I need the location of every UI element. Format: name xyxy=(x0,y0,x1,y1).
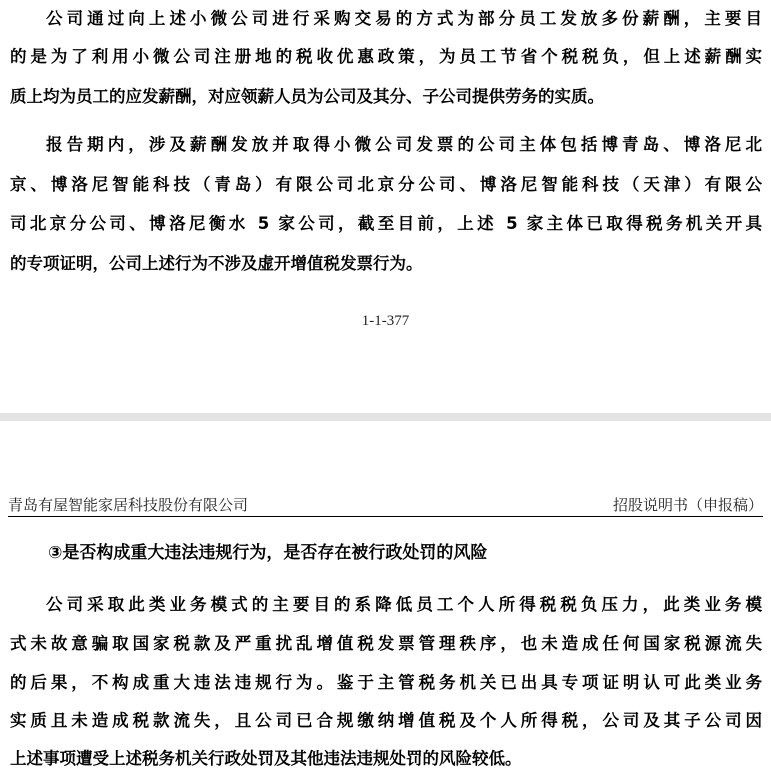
paragraph-2-line: 司北京分公司、博洛尼衡水 5 家公司，截至目前，上述 5 家主体已取得税务机关开具 xyxy=(10,214,762,233)
paragraph-1-line: 公司通过向上述小微公司进行采购交易的方式为部分员工发放多份薪酬，主要目 xyxy=(46,9,762,28)
paragraph-2-line: 报告期内，涉及薪酬发放并取得小微公司发票的公司主体包括博青岛、博洛尼北 xyxy=(46,135,762,154)
header-document-title: 招股说明书（申报稿） xyxy=(612,496,763,514)
page-separator xyxy=(0,413,771,421)
paragraph-2-line: 的专项证明，公司上述行为不涉及虚开增值税发票行为。 xyxy=(10,254,423,273)
paragraph-1-line: 的是为了利用小微公司注册地的税收优惠政策，为员工节省个税税负，但上述薪酬实 xyxy=(10,47,762,66)
page-number: 1-1-377 xyxy=(361,313,410,329)
paragraph-3-line: 上述事项遭受上述税务机关行政处罚及其他违法违规处罚的风险较低。 xyxy=(10,749,522,768)
paragraph-3-line: 式未故意骗取国家税款及严重扰乱增值税发票管理秩序，也未造成任何国家税源流失 xyxy=(10,634,762,653)
header-rule xyxy=(8,516,763,517)
running-header xyxy=(0,490,771,520)
paragraph-3-line: 的后果，不构成重大违法违规行为。鉴于主管税务机关已出具专项证明认可此类业务 xyxy=(10,673,762,692)
paragraph-3-line: 实质且未造成税款流失，且公司已合规缴纳增值税及个人所得税，公司及其子公司因 xyxy=(10,711,762,730)
paragraph-1-line: 质上均为员工的应发薪酬，对应领薪人员为公司及其分、子公司提供劳务的实质。 xyxy=(10,87,604,106)
paragraph-2-line: 京、博洛尼智能科技（青岛）有限公司北京分公司、博洛尼智能科技（天津）有限公 xyxy=(10,175,762,194)
header-company-name: 青岛有屋智能家居科技股份有限公司 xyxy=(8,496,249,514)
paragraph-3-line: 公司采取此类业务模式的主要目的系降低员工个人所得税税负压力，此类业务模 xyxy=(46,595,762,614)
section-heading: ③是否构成重大违法违规行为，是否存在被行政处罚的风险 xyxy=(48,543,488,563)
